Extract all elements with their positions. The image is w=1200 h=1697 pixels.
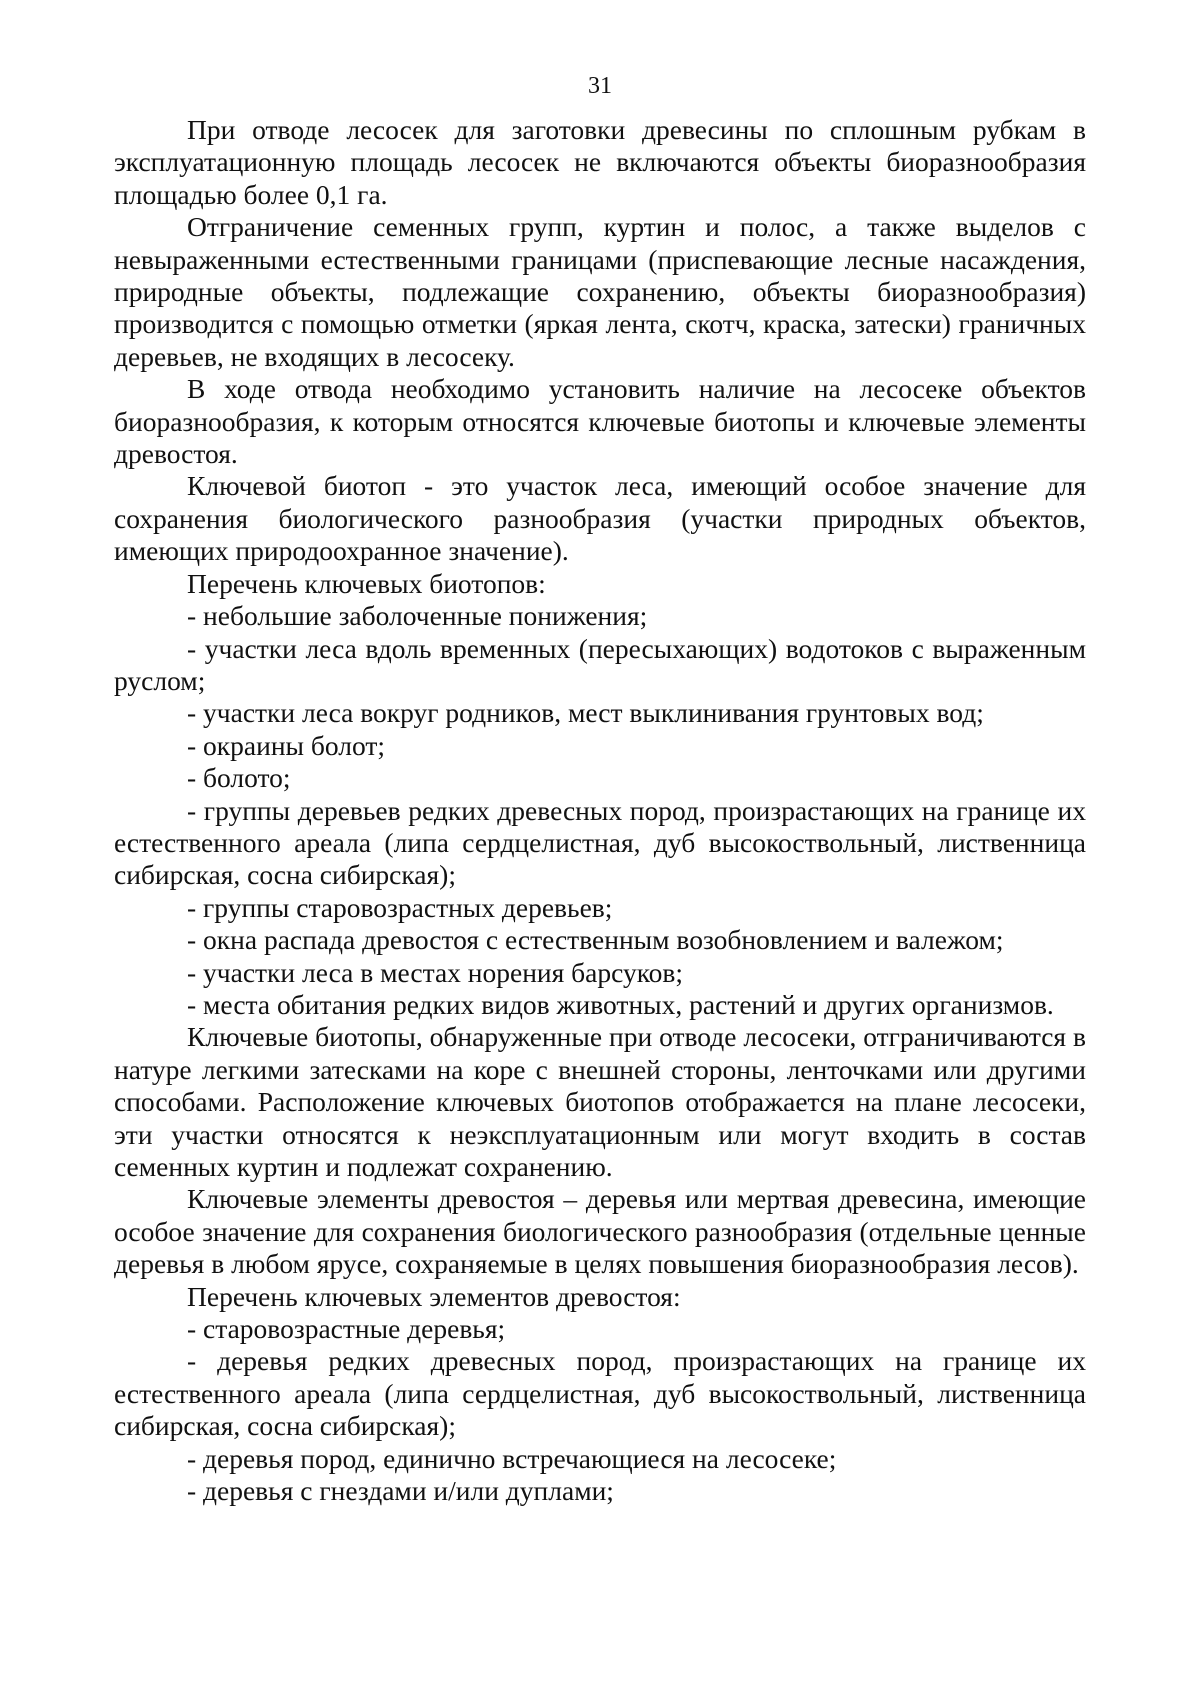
list-item: - группы старовозрастных деревьев; bbox=[187, 891, 613, 923]
list-item: - участки леса в местах норения барсуков; bbox=[187, 956, 684, 988]
list-heading: Перечень ключевых биотопов: bbox=[187, 567, 546, 599]
list-item: - участки леса вокруг родников, мест выклинивания грунтовых вод; bbox=[187, 697, 984, 729]
paragraph: Ключевые биотопы, обнаруженные при отводе лесосеки, отграничиваются в натуре легкими затесками на коре с внешней стороны, ленточками или другими способами. Расположение ключевых биотопов отображается на плане лесосеки, эти участки относятся к неэксплуатационным или могут входить в состав семенных куртин и подлежат сохранению. bbox=[114, 1021, 1086, 1182]
list-heading: Перечень ключевых элементов древостоя: bbox=[187, 1280, 681, 1312]
list-item: - окна распада древостоя с естественным возобновлением и валежом; bbox=[187, 924, 1004, 956]
list-item: - участки леса вдоль временных (пересыхающих) водотоков с выраженным руслом; bbox=[114, 632, 1086, 696]
page-number: 31 bbox=[588, 73, 612, 99]
paragraph: Ключевые элементы древостоя – деревья или мертвая древесина, имеющие особое значение для сохранения биологического разнообразия (отдельные ценные деревья в любом ярусе, сохраняемые в целях повышения биоразнообразия лесов). bbox=[114, 1183, 1086, 1280]
list-item: - группы деревьев редких древесных пород, произрастающих на границе их естественного ареала (липа сердцелистная, дуб высокоствольный, лиственница сибирская, сосна сибирская); bbox=[114, 794, 1086, 891]
paragraph: При отводе лесосек для заготовки древесины по сплошным рубкам в эксплуатационную площадь лесосек не включаются объекты биоразнообразия площадью более 0,1 га. bbox=[114, 114, 1086, 210]
document-body bbox=[114, 114, 1086, 1507]
list-item: - болото; bbox=[187, 762, 291, 794]
list-item: - старовозрастные деревья; bbox=[187, 1313, 506, 1345]
paragraph: Отграничение семенных групп, куртин и полос, а также выделов с невыраженными естественными границами (приспевающие лесные насаждения, природные объекты, подлежащие сохранению, объекты биоразнообразия) производится с помощью отметки (яркая лента, скотч, краска, затески) граничных деревьев, не входящих в лесосеку. bbox=[114, 211, 1086, 372]
list-item: - места обитания редких видов животных, растений и других организмов. bbox=[187, 988, 1054, 1020]
list-item: - деревья пород, единично встречающиеся на лесосеке; bbox=[187, 1442, 837, 1474]
list-item: - небольшие заболоченные понижения; bbox=[187, 600, 648, 632]
list-item: - деревья с гнездами и/или дуплами; bbox=[187, 1475, 614, 1507]
list-item: - окраины болот; bbox=[187, 729, 386, 761]
list-item: - деревья редких древесных пород, произрастающих на границе их естественного ареала (липа сердцелистная, дуб высокоствольный, лиственница сибирская, сосна сибирская); bbox=[114, 1345, 1086, 1442]
paragraph: Ключевой биотоп - это участок леса, имеющий особое значение для сохранения биологического разнообразия (участки природных объектов, имеющих природоохранное значение). bbox=[114, 470, 1086, 567]
paragraph: В ходе отвода необходимо установить наличие на лесосеке объектов биоразнообразия, к которым относятся ключевые биотопы и ключевые элементы древостоя. bbox=[114, 373, 1086, 470]
